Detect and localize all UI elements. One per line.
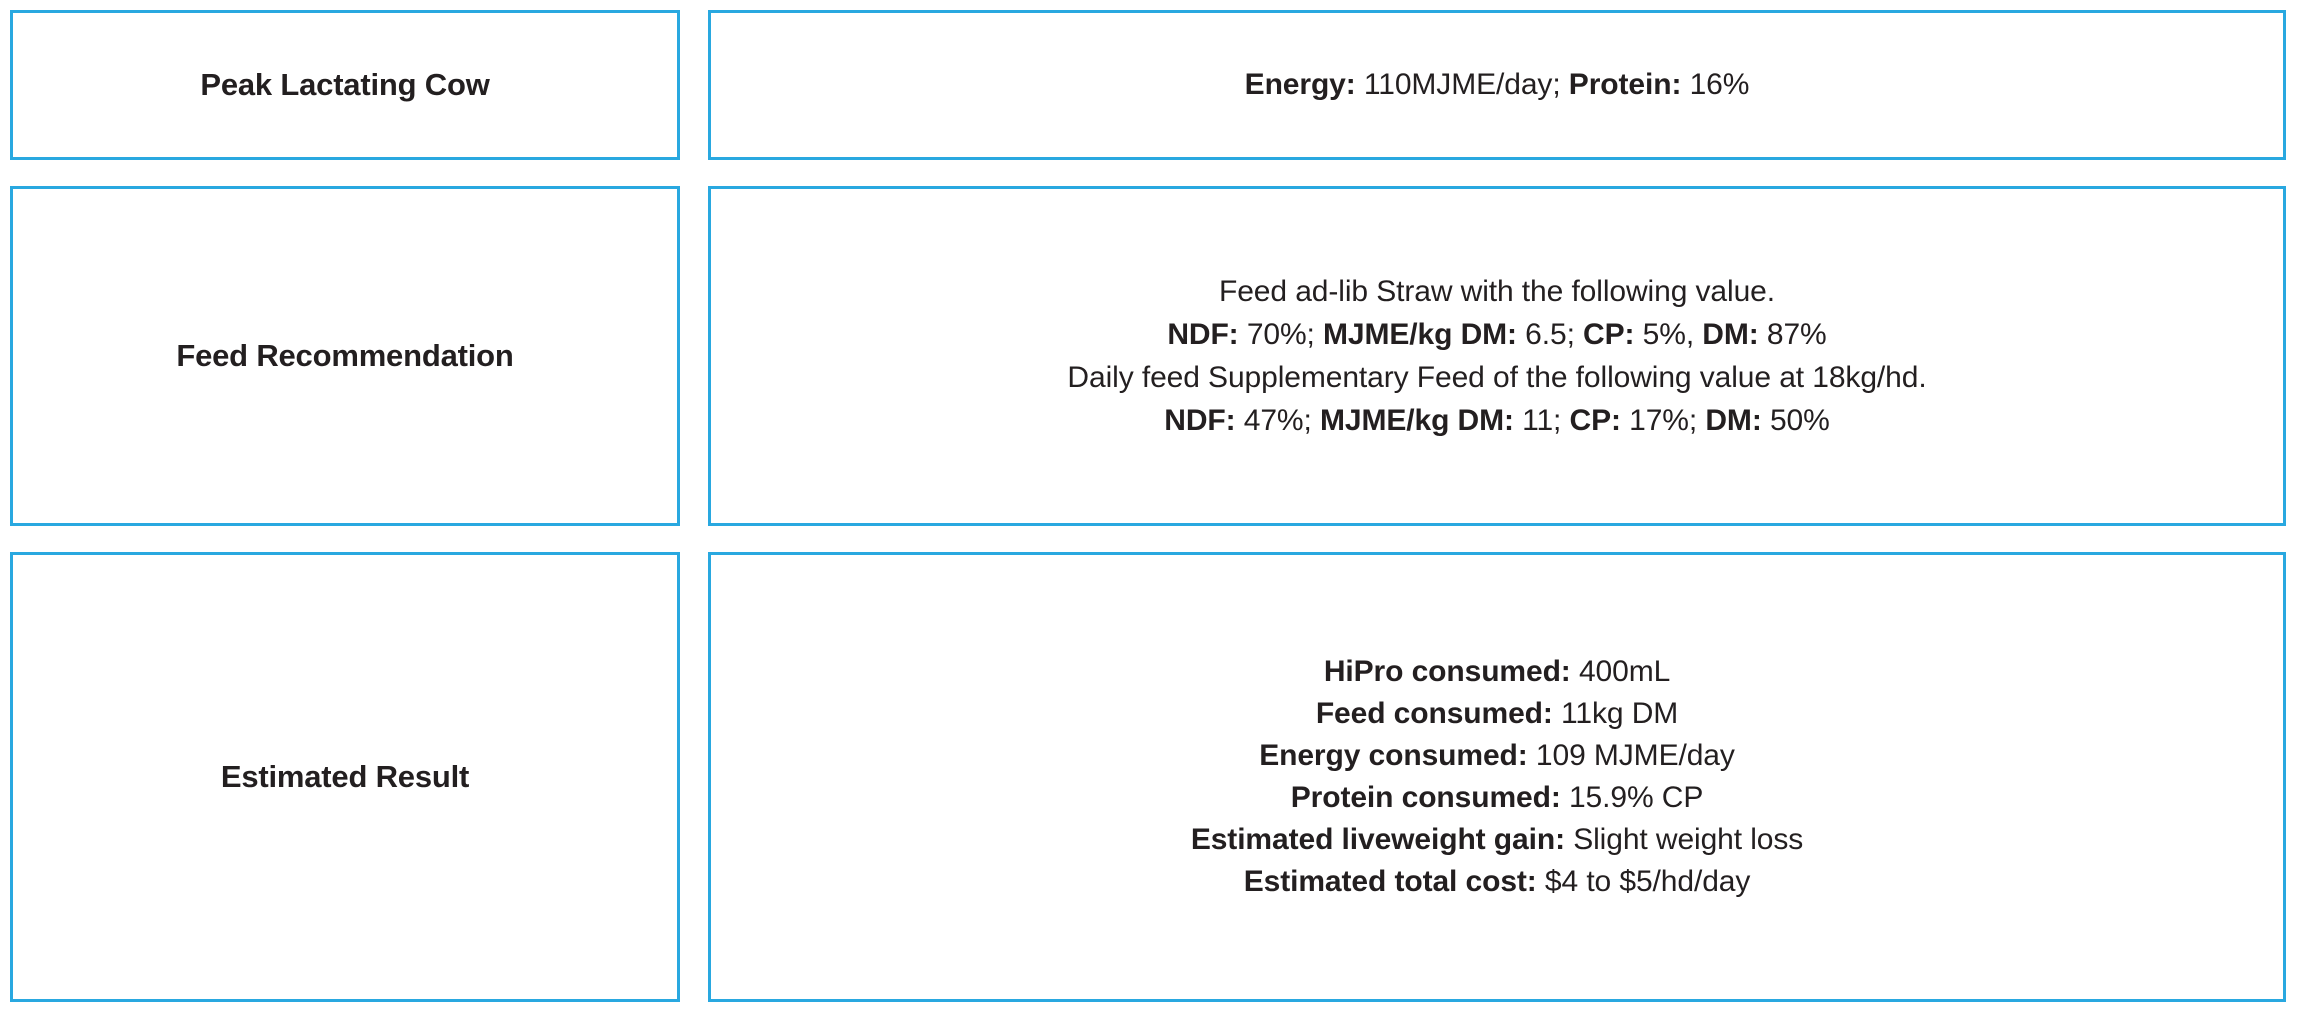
value-text-part: Slight weight loss [1564,823,1804,856]
row-label: Estimated Result [220,758,470,794]
value-text-part: 11kg DM [1552,697,1679,730]
row-label-cell-peak-lactating-cow [10,10,680,160]
row-value [1245,64,1750,107]
value-key: Feed consumed: [1315,697,1553,730]
table-row [10,186,2286,526]
value-key: Protein: [1568,67,1682,101]
value-key: HiPro consumed: [1323,655,1571,688]
value-text-part: 110MJME/day; [1355,67,1569,101]
row-value [1191,651,1803,903]
value-text-part: Daily feed Supplementary Feed of the following value at 18kg/hd. [1067,361,1927,394]
value-text-part: 15.9% CP [1560,781,1704,814]
value-text-part: 50% [1761,404,1830,438]
value-text-part: 87% [1758,317,1827,351]
value-line [1191,861,1803,903]
value-key: CP: [1569,404,1621,438]
value-key: Estimated liveweight gain: [1190,823,1565,856]
row-value [1067,270,1926,443]
value-line [1191,735,1803,777]
value-text-part: 17%; [1620,404,1706,438]
value-text-part: 11; [1513,404,1570,438]
row-value-cell-peak-lactating-cow [708,10,2286,160]
value-key: DM: [1705,404,1762,438]
value-key: MJME/kg DM: [1319,404,1514,438]
value-text-part: 5%, [1634,317,1703,351]
value-key: NDF: [1167,317,1239,351]
value-key: Protein consumed: [1290,781,1561,814]
table-row [10,10,2286,160]
value-line [1067,356,1926,399]
value-line [1067,399,1926,442]
value-text-part: 70%; [1238,317,1324,351]
value-key: DM: [1702,317,1759,351]
value-key: CP: [1583,317,1635,351]
value-key: NDF: [1164,404,1236,438]
value-key: Energy: [1244,67,1356,101]
row-label-cell-estimated-result [10,552,680,1002]
value-line [1191,777,1803,819]
value-line [1191,651,1803,693]
table-row [10,552,2286,1002]
value-text-part: 47%; [1235,404,1320,438]
value-text-part: 6.5; [1516,317,1584,351]
value-text-part: 16% [1681,67,1750,101]
value-line [1191,819,1803,861]
row-label-cell-feed-recommendation [10,186,680,526]
value-text-part: Feed ad-lib Straw with the following value. [1218,274,1775,308]
value-line [1067,313,1926,356]
value-key: MJME/kg DM: [1323,317,1517,351]
value-line [1191,693,1803,735]
row-value-cell-estimated-result [708,552,2286,1002]
value-text-part: 109 MJME/day [1527,739,1735,772]
value-text-part: 400mL [1570,655,1671,688]
value-key: Estimated total cost: [1243,865,1537,898]
row-label: Peak Lactating Cow [200,66,490,102]
value-line [1067,270,1926,313]
value-key: Energy consumed: [1259,739,1528,772]
value-text-part: $4 to $5/hd/day [1536,865,1751,898]
row-label: Feed Recommendation [176,337,514,373]
value-line [1245,64,1750,107]
row-value-cell-feed-recommendation [708,186,2286,526]
